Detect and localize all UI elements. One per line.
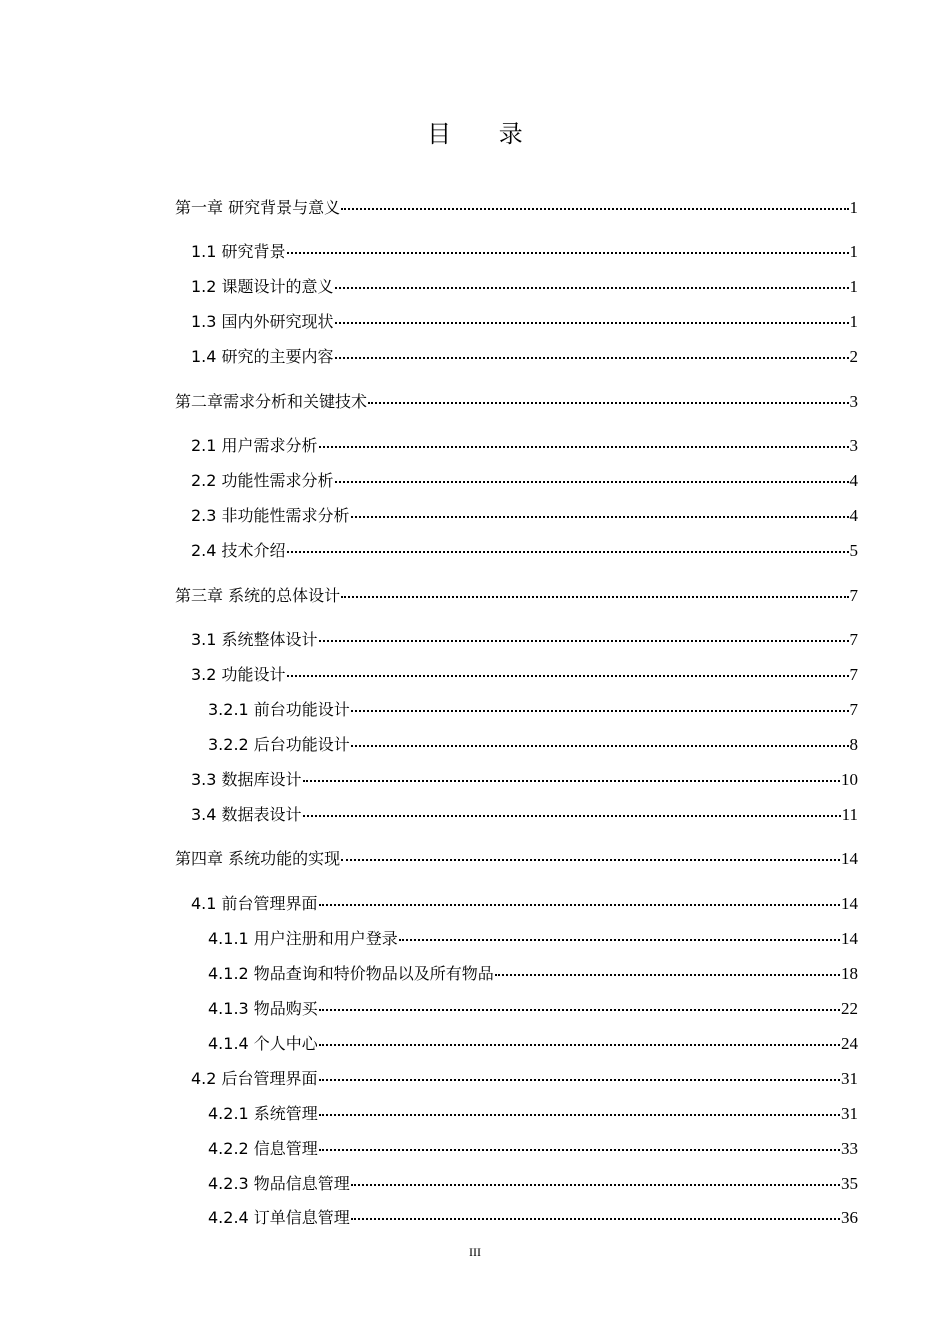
toc-entry-label: 第四章 系统功能的实现 [175, 849, 341, 868]
toc-entry-label: 2.2 功能性需求分析 [191, 471, 334, 490]
toc-entry-label: 3.2.2 后台功能设计 [208, 735, 350, 754]
toc-entry-label: 2.4 技术介绍 [191, 541, 286, 560]
toc-entry-page: 4 [849, 471, 858, 490]
toc-entry[interactable] [191, 893, 858, 915]
toc-entry-page: 1 [849, 198, 858, 217]
toc-entry-label: 4.1.2 物品查询和特价物品以及所有物品 [208, 964, 494, 983]
toc-entry[interactable] [208, 699, 858, 721]
toc-entry[interactable] [208, 1103, 858, 1125]
toc-leader-dots [351, 745, 849, 747]
toc-entry[interactable] [208, 734, 858, 756]
toc-leader-dots [287, 675, 849, 677]
toc-leader-dots [319, 1009, 840, 1011]
toc-entry[interactable] [175, 391, 858, 413]
toc-entry-page: 3 [849, 436, 858, 455]
toc-leader-dots [335, 322, 849, 324]
toc-entry-page: 1 [849, 242, 858, 261]
toc-entry-label: 4.1.1 用户注册和用户登录 [208, 929, 398, 948]
toc-entry-page: 36 [841, 1208, 858, 1227]
toc-entry[interactable] [208, 963, 858, 985]
toc-entry[interactable] [191, 540, 858, 562]
toc-entry[interactable] [208, 1173, 858, 1195]
toc-leader-dots [341, 859, 840, 861]
toc-leader-dots [368, 402, 848, 404]
toc-entry[interactable] [175, 585, 858, 607]
toc-entry[interactable] [191, 629, 858, 651]
toc-entry-label: 4.2.4 订单信息管理 [208, 1208, 350, 1227]
toc-entry[interactable] [191, 346, 858, 368]
toc-leader-dots [287, 252, 849, 254]
toc-entry-label: 1.3 国内外研究现状 [191, 312, 334, 331]
toc-entry[interactable] [208, 928, 858, 950]
toc-entry-label: 第一章 研究背景与意义 [175, 198, 341, 217]
toc-entry-label: 3.4 数据表设计 [191, 805, 302, 824]
toc-entry-page: 31 [841, 1104, 858, 1123]
toc-entry-page: 33 [841, 1139, 858, 1158]
toc-entry-label: 4.2.3 物品信息管理 [208, 1174, 350, 1193]
toc-entry-label: 3.1 系统整体设计 [191, 630, 318, 649]
toc-entry-page: 7 [849, 630, 858, 649]
toc-leader-dots [351, 1218, 840, 1220]
toc-entry-label: 3.3 数据库设计 [191, 770, 302, 789]
toc-leader-dots [319, 904, 840, 906]
toc-entry-page: 3 [849, 392, 858, 411]
toc-entry[interactable] [208, 1138, 858, 1160]
page-title: 目 录 [427, 120, 543, 148]
toc-entry[interactable] [208, 1033, 858, 1055]
toc-entry-label: 4.2 后台管理界面 [191, 1069, 318, 1088]
toc-entry[interactable] [191, 241, 858, 263]
toc-entry-label: 4.1.4 个人中心 [208, 1034, 318, 1053]
toc-entry[interactable] [191, 1068, 858, 1090]
toc-entry-label: 第三章 系统的总体设计 [175, 586, 341, 605]
toc-entry-label: 2.3 非功能性需求分析 [191, 506, 350, 525]
toc-entry-page: 2 [849, 347, 858, 366]
toc-entry-label: 1.2 课题设计的意义 [191, 277, 334, 296]
toc-entry-label: 4.1.3 物品购买 [208, 999, 318, 1018]
footer-page-number: III [469, 1245, 481, 1259]
toc-entry-label: 3.2 功能设计 [191, 665, 286, 684]
toc-entry-page: 18 [841, 964, 858, 983]
toc-leader-dots [287, 551, 849, 553]
toc-entry-page: 10 [841, 770, 858, 789]
toc-leader-dots [335, 481, 849, 483]
toc-leader-dots [351, 1184, 840, 1186]
toc-entry-page: 1 [849, 312, 858, 331]
toc-entry-page: 7 [849, 700, 858, 719]
toc-entry[interactable] [175, 197, 858, 219]
toc-entry[interactable] [175, 848, 858, 870]
toc-entry-label: 第二章需求分析和关键技术 [175, 392, 368, 411]
toc-entry-page: 14 [841, 929, 858, 948]
toc-leader-dots [319, 446, 849, 448]
toc-entry-page: 35 [841, 1174, 858, 1193]
toc-entry[interactable] [191, 276, 858, 298]
toc-leader-dots [319, 640, 849, 642]
toc-entry-page: 1 [849, 277, 858, 296]
toc-entry[interactable] [191, 505, 858, 527]
toc-entry-page: 4 [849, 506, 858, 525]
toc-leader-dots [495, 974, 840, 976]
toc-leader-dots [303, 815, 841, 817]
toc-leader-dots [319, 1114, 840, 1116]
toc-leader-dots [319, 1044, 840, 1046]
toc-entry-label: 3.2.1 前台功能设计 [208, 700, 350, 719]
toc-entry-page: 5 [849, 541, 858, 560]
toc-leader-dots [351, 710, 849, 712]
toc-leader-dots [399, 939, 840, 941]
toc-entry-page: 11 [841, 805, 858, 824]
toc-entry[interactable] [191, 804, 858, 826]
toc-entry-page: 31 [841, 1069, 858, 1088]
toc-leader-dots [335, 287, 849, 289]
toc-entry[interactable] [208, 1207, 858, 1229]
toc-entry-label: 4.1 前台管理界面 [191, 894, 318, 913]
toc-entry[interactable] [191, 769, 858, 791]
toc-entry-label: 4.2.1 系统管理 [208, 1104, 318, 1123]
toc-entry[interactable] [208, 998, 858, 1020]
toc-entry-page: 14 [841, 849, 858, 868]
toc-entry-label: 1.1 研究背景 [191, 242, 286, 261]
toc-leader-dots [341, 596, 848, 598]
toc-entry-label: 1.4 研究的主要内容 [191, 347, 334, 366]
toc-leader-dots [351, 516, 849, 518]
toc-leader-dots [303, 780, 840, 782]
toc-entry-page: 8 [849, 735, 858, 754]
toc-entry-page: 7 [849, 586, 858, 605]
toc-entry[interactable] [191, 435, 858, 457]
toc-entry-label: 4.2.2 信息管理 [208, 1139, 318, 1158]
toc-entry-page: 14 [841, 894, 858, 913]
toc-entry[interactable] [191, 311, 858, 333]
toc-entry[interactable] [191, 470, 858, 492]
toc-entry-page: 22 [841, 999, 858, 1018]
toc-entry-label: 2.1 用户需求分析 [191, 436, 318, 455]
toc-entry-page: 7 [849, 665, 858, 684]
toc-leader-dots [319, 1079, 840, 1081]
toc-entry-page: 24 [841, 1034, 858, 1053]
toc-leader-dots [335, 357, 849, 359]
toc-leader-dots [341, 208, 848, 210]
toc-entry[interactable] [191, 664, 858, 686]
toc-leader-dots [319, 1149, 840, 1151]
